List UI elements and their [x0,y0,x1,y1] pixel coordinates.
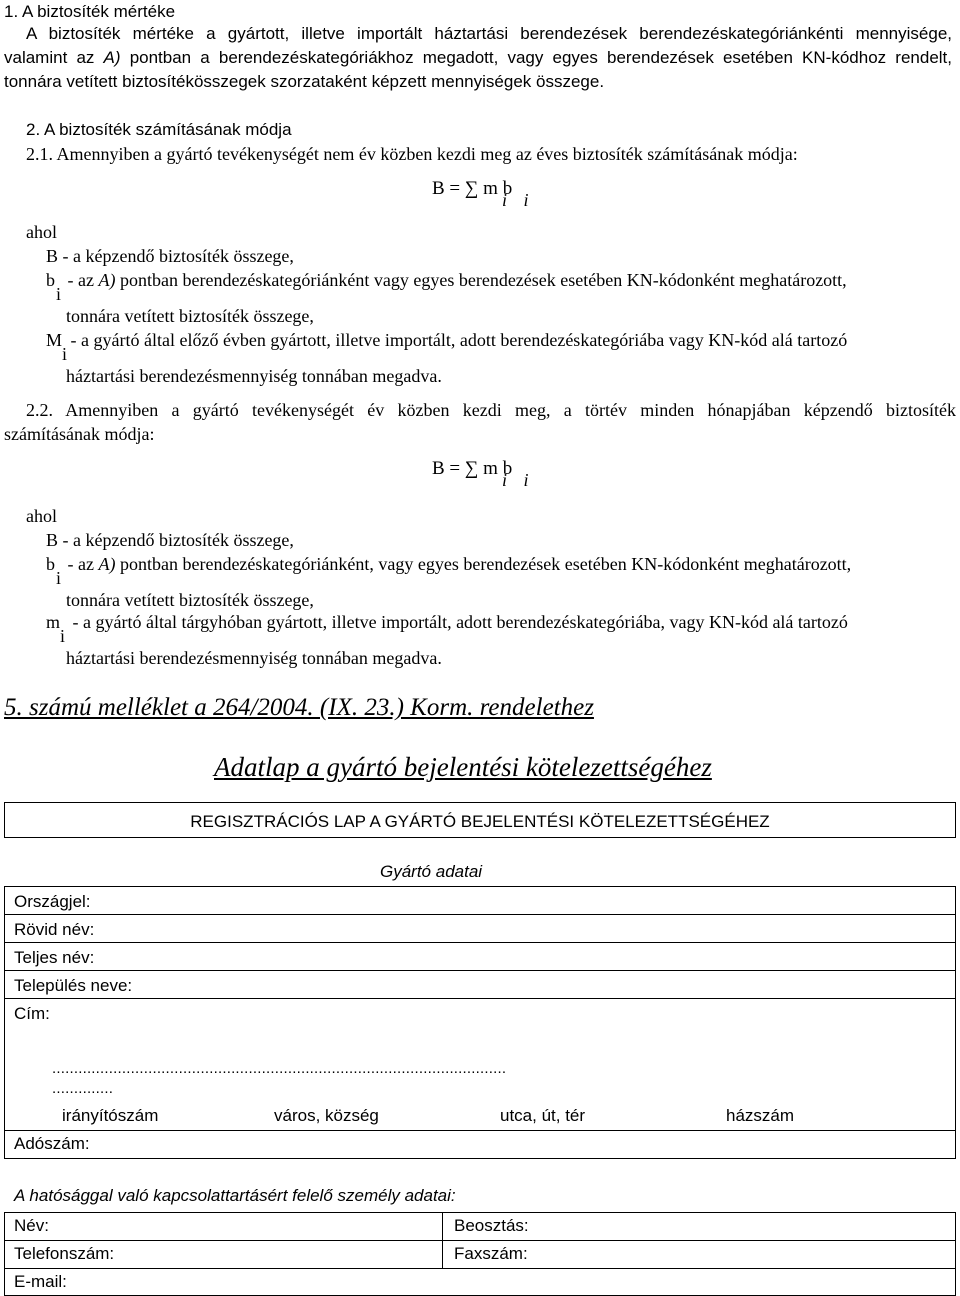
tax-number-label: Adószám: [14,1134,90,1153]
paragraph-2-2-line1: 2.2. Amennyiben a gyártó tevékenységét év közben kezdi meg, a törtév minden hónapjában képzendő biztosíték [26,400,956,420]
annex-title: 5. számú melléklet a 264/2004. (IX. 23.) Korm. rendelethez [4,694,594,721]
row-divider [4,970,956,971]
def-b-2-subscript: i [56,568,62,588]
def-b-1: b - az A) pontban berendezéskategóriánként vagy egyes berendezések esetében KN-kódonként meghatározott, [46,270,847,290]
fax-label: Faxszám: [454,1244,528,1263]
section1-line3: tonnára vetített biztosítékösszegek szorzataként képzett mennyiségek összege. [4,72,605,91]
formula-2: B = ∑ m b [432,458,513,479]
def-m-2-cont: háztartási berendezésmennyiség tonnában megadva. [66,648,442,668]
ahol-label-2: ahol [26,506,57,526]
formula-1-subscripts: i i [502,190,535,210]
section-heading-2: 2. A biztosíték számításának módja [26,120,292,139]
ahol-label-1: ahol [26,222,57,242]
def-m-2-subscript: i [60,626,66,646]
formula-2-subscripts: i i [502,470,535,490]
section1-line2: valamint az A) pontban a berendezéskategóriákhoz megadott, vagy egyes berendezések esetében KN-kódhoz rendelt, [4,48,952,67]
annex-subtitle: Adatlap a gyártó bejelentési kötelezettségéhez [214,752,712,782]
def-b-1-subscript: i [56,284,62,304]
email-label: E-mail: [14,1272,67,1291]
section1-line1: A biztosíték mértéke a gyártott, illetve importált háztartási berendezések berendezéskategóriánkénti mennyisége, [26,24,952,43]
row-divider [4,1268,956,1269]
manufacturer-caption: Gyártó adatai [380,862,483,881]
def-b-2-cont: tonnára vetített biztosíték összege, [66,590,314,610]
country-code-label: Országjel: [14,892,91,911]
position-label: Beosztás: [454,1216,529,1235]
formula-1: B = ∑ m b [432,178,513,199]
city-label: Település neve: [14,976,133,995]
def-B-1: B - a képzendő biztosíték összege, [46,246,294,266]
address-number-caption: házszám [726,1106,795,1125]
address-dots-line-1: ........................................................................................................ [52,1060,507,1077]
column-divider [442,1212,443,1268]
paragraph-2-1: 2.1. Amennyiben a gyártó tevékenységét nem év közben kezdi meg az éves biztosíték számításának módja: [26,144,798,164]
row-divider [4,942,956,943]
def-m-2: m - a gyártó által tárgyhóban gyártott, illetve importált, adott berendezéskategóriába, vagy KN-kód alá tartozó [46,612,848,632]
address-street-caption: utca, út, tér [500,1106,586,1125]
row-divider [4,914,956,915]
name-label: Név: [14,1216,49,1235]
row-divider [4,1130,956,1131]
section-heading-1: 1. A biztosíték mértéke [4,2,176,21]
def-b-1-cont: tonnára vetített biztosíték összege, [66,306,314,326]
def-b-2: b - az A) pontban berendezéskategóriánként, vagy egyes berendezések esetében KN-kódonként meghatározott, [46,554,852,574]
full-name-label: Teljes név: [14,948,95,967]
paragraph-2-2-line2: számításának módja: [4,424,155,444]
address-city-caption: város, község [274,1106,379,1125]
row-divider [4,998,956,999]
form-header-box [4,802,956,838]
short-name-label: Rövid név: [14,920,95,939]
address-dots-line-2: .............. [52,1080,114,1097]
def-M-1-subscript: i [62,344,68,364]
def-M-1-cont: háztartási berendezésmennyiség tonnában megadva. [66,366,442,386]
contact-caption: A hatósággal való kapcsolattartásért felelő személy adatai: [14,1186,456,1205]
def-M-1: M - a gyártó által előző évben gyártott, illetve importált, adott berendezéskategóriába vagy KN-kód alá tartozó [46,330,848,350]
row-divider [4,1240,956,1241]
address-zip-caption: irányítószám [62,1106,159,1125]
def-B-2: B - a képzendő biztosíték összege, [46,530,294,550]
form-header: REGISZTRÁCIÓS LAP A GYÁRTÓ BEJELENTÉSI KÖTELEZETTSÉGÉHEZ [190,812,770,831]
phone-label: Telefonszám: [14,1244,115,1263]
address-label: Cím: [14,1004,50,1023]
